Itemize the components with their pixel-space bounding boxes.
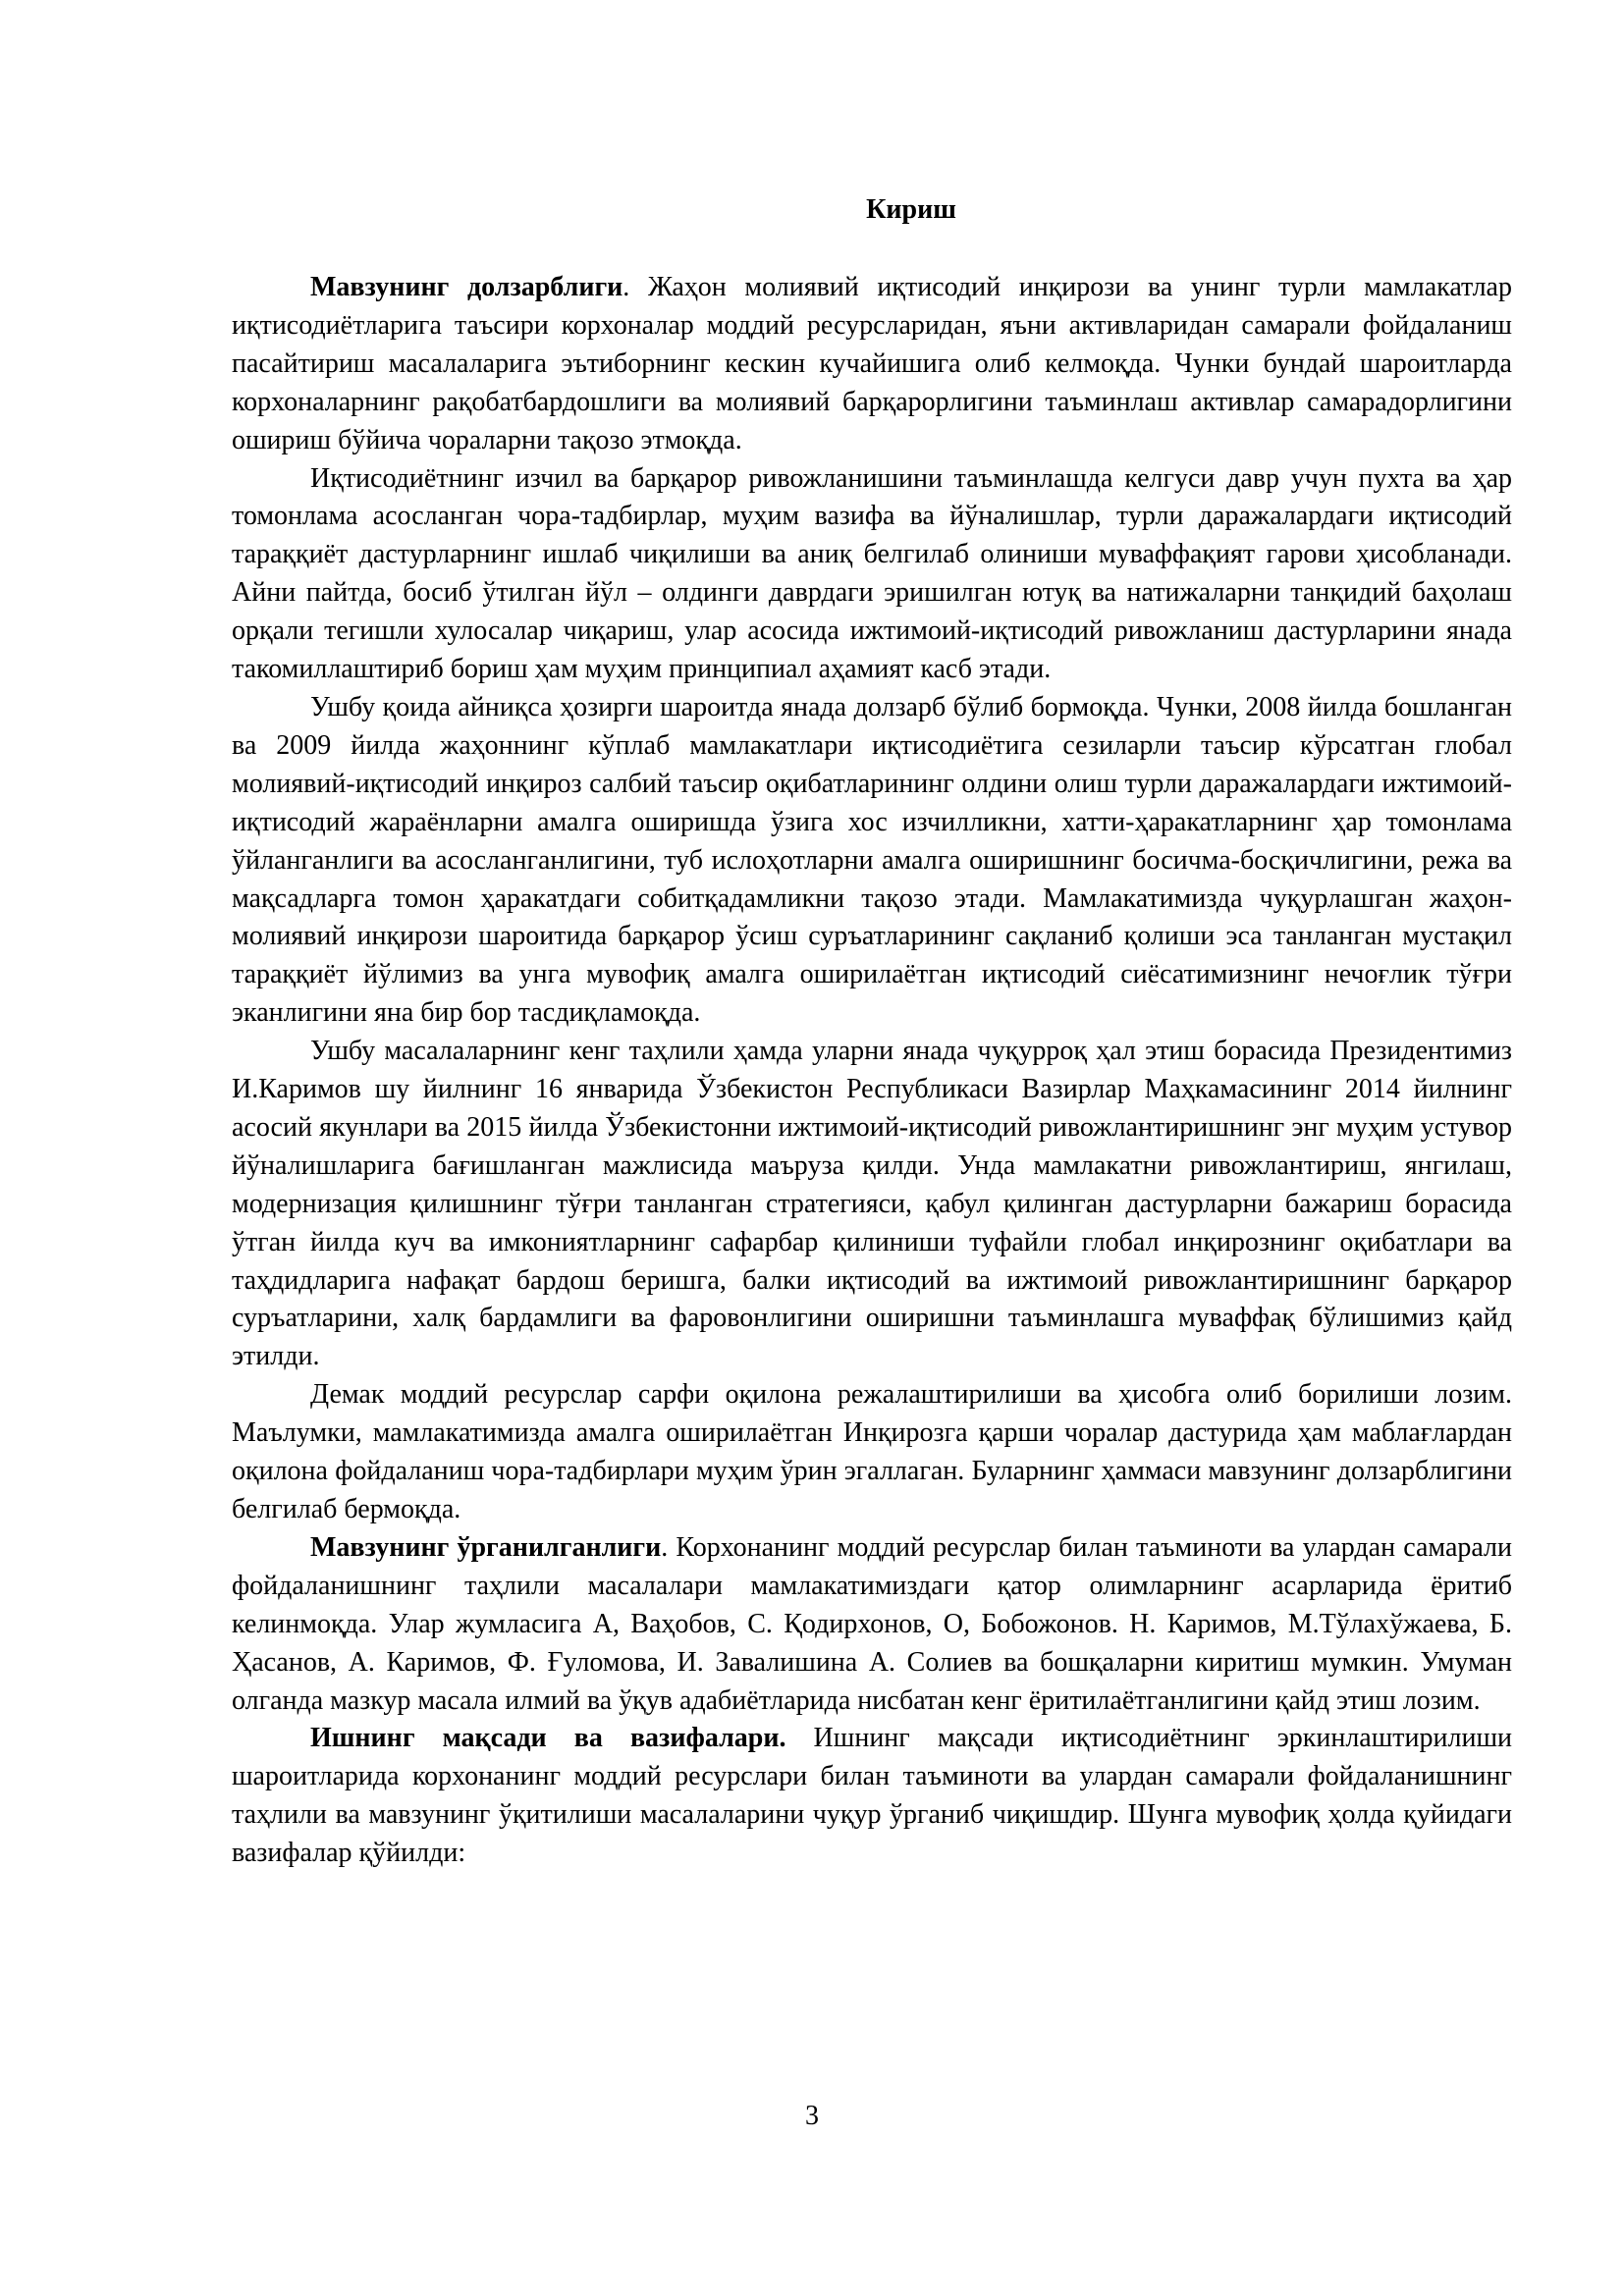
document-page <box>232 192 1512 1873</box>
paragraph-heading: Ишнинг мақсади ва вазифалари. <box>310 1723 786 1754</box>
paragraph-text: . Корхонанинг моддий ресурслар билан таъминоти ва улардан самарали фойдаланишнинг таҳлили масалалари мамлакатимиздаги қатор олимларнинг асарларида ёритиб келинмоқда. Улар жумласига А, Ваҳобов, С. Қодирхонов, О, Бобожонов. Н. Каримов, М.Тўлахўжаева, Б. Ҳасанов, А. Каримов, Ф. Ғуломова, И. Завалишина А. Солиев ва бошқаларни киритиш мумкин. Умуман олганда мазкур масала илмий ва ўқув адабиётларида нисбатан кенг ёритилаётганлигини қайд этиш лозим. <box>232 1531 1512 1716</box>
paragraph-economic-development: Иқтисодиётнинг изчил ва барқарор ривожланишини таъминлашда келгуси давр учун пухта ва ҳар томонлама асосланган чора-тадбирлар, муҳим вазифа ва йўналишлар, турли даражалардаги иқтисодий тараққиёт дастурларнинг ишлаб чиқилиши ва аниқ белгилаб олиниши муваффақият гарови ҳисобланади. Айни пайтда, босиб ўтилган йўл – олдинги даврдаги эришилган ютуқ ва натижаларни танқидий баҳолаш орқали тегишли хулосалар чиқариш, улар асосида ижтимоий-иқтисодий ривожланиш дастурларини янада такомиллаштириб бориш ҳам муҳим принципиал аҳамият касб этади. <box>232 462 1512 685</box>
paragraph-resource-planning: Демак моддий ресурслар сарфи оқилона режалаштирилиши ва ҳисобга олиб борилиши лозим. Маълумки, мамлакатимизда амалга оширилаётган Инқирозга қарши чоралар дастурида ҳам маблағлардан оқилона фойдаланиш чора-тадбирлари муҳим ўрин эгаллаган. Буларнинг ҳаммаси мавзунинг долзарблигини белгилаб бермоқда. <box>232 1379 1512 1524</box>
paragraph-text: Жаҳон молиявий иқтисодий инқирози ва унинг турли мамлакатлар иқтисодиётларига таъсири корхоналар моддий ресурсларидан, яъни активларидан самарали фойдаланиш пасайтириш масалаларига эътиборнинг кескин кучайишига олиб келмоқда. Чунки бундай шароитларда корхоналарнинг рақобатбардошлиги ва молиявий барқарорлигини таъминлаш активлар самарадорлигини ошириш бўйича чораларни тақозо этмоқда. <box>232 272 1512 455</box>
paragraph-crisis-context: Ушбу қоида айниқса ҳозирги шароитда янада долзарб бўлиб бормоқда. Чунки, 2008 йилда бошланган ва 2009 йилда жаҳоннинг кўплаб мамлакатлари иқтисодиётига сезиларли таъсир кўрсатган глобал молиявий-иқтисодий инқироз салбий таъсир оқибатларининг олдини олиш турли даражалардаги ижтимоий-иқтисодий жараёнларни амалга оширишда ўзига хос изчилликни, хатти-ҳаракатларнинг ҳар томонлама ўйланганлиги ва асосланганлигини, туб ислоҳотларни амалга оширишнинг босичма-босқичлигини, режа ва мақсадларга томон ҳаракатдаги собитқадамликни тақозо этади. Мамлакатимизда чуқурлашган жаҳон-молиявий инқирози шароитида барқарор ўсиш суръатларининг сақланиб қолиши эса танланган мустақил тараққиёт йўлимиз ва унга мувофиқ амалга оширилаётган иқтисодий сиёсатимизнинг нечоғлик тўғри эканлигини яна бир бор тасдиқламоқда. <box>232 691 1512 1029</box>
heading-punctuation: . <box>623 272 630 302</box>
paragraph-heading: Мавзунинг ўрганилганлиги <box>310 1531 662 1563</box>
page-number: 3 <box>805 2101 819 2131</box>
paragraph-heading: Мавзунинг долзарблиги <box>310 272 623 302</box>
paragraph-text: Ишнинг мақсади иқтисодиётнинг эркинлаштирилиши шароитларида корхонанинг моддий ресурслари билан таъминоти ва улардан самарали фойдаланишнинг таҳлили ва мавзунинг ўқитилиши масалаларини чуқур ўрганиб чиқишдир. Шунга мувофиқ ҳолда қуйидаги вазифалар қўйилди: <box>232 1723 1512 1869</box>
paragraph-president-report: Ушбу масалаларнинг кенг таҳлили ҳамда уларни янада чуқурроқ ҳал этиш борасида Президентимиз И.Каримов шу йилнинг 16 январида Ўзбекистон Республикаси Вазирлар Маҳкамасининг 2014 йилнинг асосий якунлари ва 2015 йилда Ўзбекистонни ижтимоий-иқтисодий ривожлантиришнинг энг муҳим устувор йўналишларига бағишланган мажлисида маъруза қилди. Унда мамлакатни ривожлантириш, янгилаш, модернизация қилишнинг тўғри танланган стратегияси, қабул қилинган дастурларни бажариш борасида ўтган йилда куч ва имкониятларнинг сафарбар қилиниши туфайли глобал инқирознинг оқибатлари ва таҳдидларига нафақат бардош беришга, балки иқтисодий ва ижтимоий ривожлантиришнинг барқарор суръатларини, халқ бардамлиги ва фаровонлигини оширишни таъминлашга муваффақ бўлишимиз қайд этилди. <box>232 1036 1512 1372</box>
paragraph-literature-review <box>232 1529 1512 1721</box>
document-title: Кириш <box>866 194 956 225</box>
paragraph-relevance <box>232 269 1512 460</box>
paragraph-goals-tasks <box>232 1720 1512 1873</box>
